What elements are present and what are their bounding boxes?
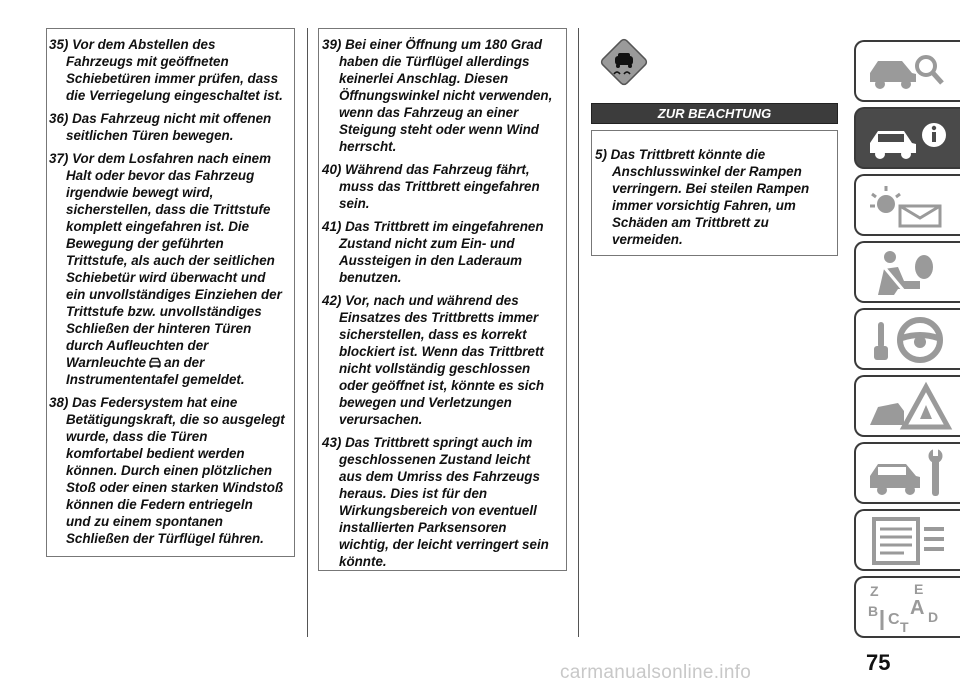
note-36: 36) Das Fahrzeug nicht mit offenen seitlichen Türen bewegen.: [49, 111, 272, 143]
note-header: ZUR BEACHTUNG: [591, 103, 838, 124]
dashboard-lights-icon: [864, 180, 954, 232]
watermark: carmanualsonline.info: [560, 662, 752, 683]
car-info-icon: [864, 113, 954, 165]
index-letter: Z: [870, 583, 879, 599]
steering-wheel-icon: [864, 314, 954, 366]
notes-col2: [322, 36, 567, 576]
note-41: 41) Das Trittbrett im eingefahrenen Zustand nicht zum Ein- und Aussteigen in den Laderaum benutzen.: [322, 219, 544, 285]
sidebar-tab-warning-lights[interactable]: [854, 174, 960, 236]
sidebar-tab-index[interactable]: [854, 576, 960, 638]
warning-triangle-icon: [864, 381, 954, 433]
sidebar-tab-emergency[interactable]: [854, 375, 960, 437]
sidebar-tab-knowing-vehicle[interactable]: [854, 40, 960, 102]
sidebar-tab-technical-data[interactable]: [854, 509, 960, 571]
sidebar-tab-starting-driving[interactable]: [854, 308, 960, 370]
index-letter: T: [900, 619, 909, 634]
sidebar-tab-safety[interactable]: [854, 241, 960, 303]
column-divider: [307, 28, 308, 637]
sidebar-tab-dashboard[interactable]: [854, 107, 960, 169]
seatbelt-airbag-icon: [864, 247, 954, 299]
note-37-text-end: an der Instrumententafel gemeldet.: [66, 355, 245, 387]
page-number: 75: [866, 650, 891, 675]
car-wrench-icon: [864, 448, 954, 500]
alphabet-index-icon: [864, 582, 954, 634]
sidebar-tab-maintenance[interactable]: [854, 442, 960, 504]
note-5: 5) Das Trittbrett könnte die Anschlusswinkel der Rampen verringern. Bei steilen Rampen immer vorsichtig Fahren, um Schäden am Trittbrett zu vermeiden.: [595, 147, 810, 247]
column-divider: [578, 28, 579, 637]
index-letter: B: [868, 603, 879, 619]
note-42: 42) Vor, nach und während des Einsatzes des Trittbretts immer sicherstellen, dass es korrekt blockiert ist. Wenn das Trittbrett nicht vollständig geschlossen oder geöffnet ist, könnte es sich bewegen und Verletzungen verursachen.: [322, 293, 545, 427]
car-magnifier-icon: [864, 46, 954, 98]
note-39: 39) Bei einer Öffnung um 180 Grad haben die Türflügel allerdings keinerlei Anschlag. Diesen Öffnungswinkel nicht verwenden, wenn das Fahrzeug an einer Steigung steht oder wenn Wind herrscht.: [322, 37, 553, 154]
door-warning-icon: [148, 357, 162, 368]
specs-list-icon: [864, 515, 954, 567]
note-35: 35) Vor dem Abstellen des Fahrzeugs mit geöffneten Schiebetüren immer prüfen, dass die Verriegelung eingeschaltet ist.: [49, 37, 283, 103]
index-letter: C: [888, 611, 900, 628]
notes-col1: [49, 36, 295, 553]
slippery-road-warning-icon: [598, 36, 650, 88]
note-37-text: 37) Vor dem Losfahren nach einem Halt oder bevor das Fahrzeug irgendwie bewegt wird, sicherstellen, dass die Trittstufe komplett eingefahren ist. Die Bewegung der geführten Trittstufe, als auch der seitlichen Schiebetür wird überwacht und ein unvollständiges Einziehen der Trittstufe bzw. unvollständiges Schließen der hinteren Türen durch Aufleuchten der Warnleuchte: [49, 151, 282, 370]
note-38: 38) Das Federsystem hat eine Betätigungskraft, die so ausgelegt wurde, dass die Türen komfortabel bedient werden können. Durch einen plötzlichen Stoß oder einen starken Windstoß können die Federn entriegeln und zu einem spontanen Schließen der Türflügel führen.: [49, 395, 285, 546]
index-letter: D: [928, 609, 939, 625]
note-37: [49, 150, 295, 388]
notes-col3: [595, 146, 835, 254]
index-letter: E: [914, 582, 924, 597]
note-43: 43) Das Trittbrett springt auch im geschlossenen Zustand leicht aus dem Umriss des Fahrzeugs heraus. Dies ist für den Wirkungsbereich von eventuell installierten Parksensoren wichtig, der leicht verringert sein könnte.: [322, 435, 549, 569]
index-letter: A: [910, 597, 925, 619]
note-40: 40) Während das Fahrzeug fährt, muss das Trittbrett eingefahren sein.: [322, 162, 540, 211]
